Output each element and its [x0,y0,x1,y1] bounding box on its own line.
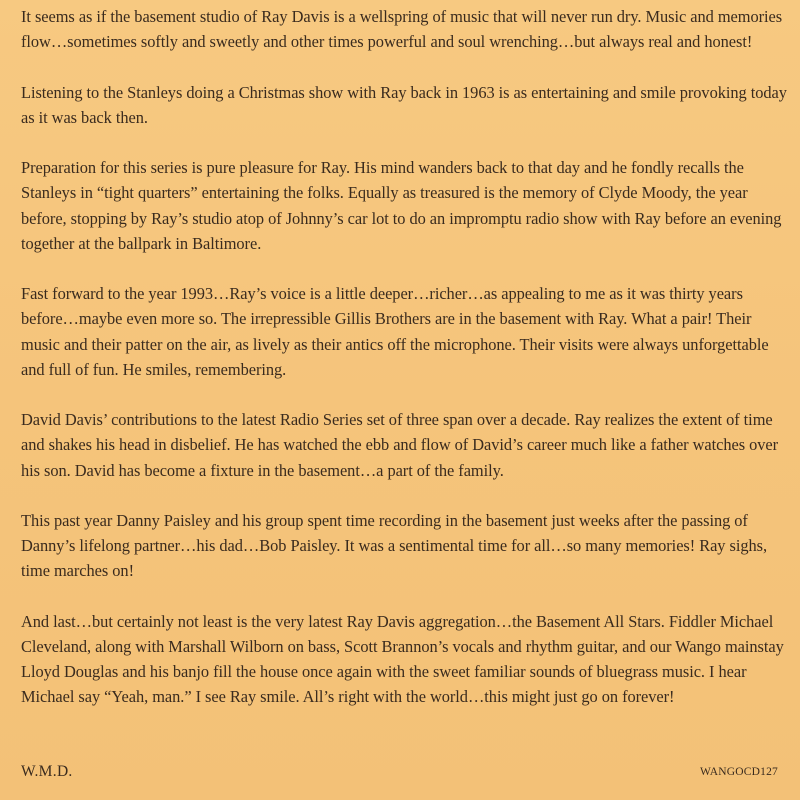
paragraph-david-davis: David Davis’ contributions to the latest Radio Series set of three span over a decade. Ray realizes the extent of time and shakes his head in disbelief. He has watched the ebb and flow of David’s career much like a father watches over his son. David has become a fixture in the basement…a part of the family. [21,410,779,480]
paragraph-basement-studio: It seems as if the basement studio of Ray Davis is a wellspring of music that will never run dry. Music and memories flow…sometimes softly and sweetly and other times powerful and soul wrenching…but always real and honest! [21,7,783,52]
author-signature: W.M.D. [21,763,73,780]
liner-notes-body [21,4,789,735]
paragraph-basement-all-stars: And last…but certainly not least is the very latest Ray Davis aggregation…the Basement All Stars. Fiddler Michael Cleveland, along with Marshall Wilborn on bass, Scott Brannon’s vocals and rhythm guitar, and our Wango mainstay Lloyd Douglas and his banjo fill the house once again with the sweet familiar sounds of bluegrass music. I hear Michael say “Yeah, man.” I see Ray smile. All’s right with the world…this might just go on forever! [21,611,784,707]
paragraph-preparation: Preparation for this series is pure pleasure for Ray. His mind wanders back to that day and he fondly recalls the Stanleys in “tight quarters” entertaining the folks. Equally as treasured is the memory of Clyde Moody, the year before, stopping by Ray’s studio atop of Johnny’s car lot to do an impromptu radio show with Ray before an evening together at the ballpark in Baltimore. [21,158,782,253]
paragraph-gillis-brothers: Fast forward to the year 1993…Ray’s voice is a little deeper…richer…as appealing to me as it was thirty years before…maybe even more so. The irrepressible Gillis Brothers are in the basement with Ray. What a pair! Their music and their patter on the air, as lively as their antics off the microphone. Their visits were always unforgettable and full of fun. He smiles, remembering. [21,284,769,379]
catalog-number: WANGOCD127 [699,766,778,778]
paragraph-danny-paisley: This past year Danny Paisley and his group spent time recording in the basement just weeks after the passing of Danny’s lifelong partner…his dad…Bob Paisley. It was a sentimental time for all…so many memories! Ray sighs, time marches on! [21,510,768,581]
paragraph-stanleys-christmas: Listening to the Stanleys doing a Christmas show with Ray back in 1963 is as entertaining and smile provoking today as it was back then. [21,82,787,127]
